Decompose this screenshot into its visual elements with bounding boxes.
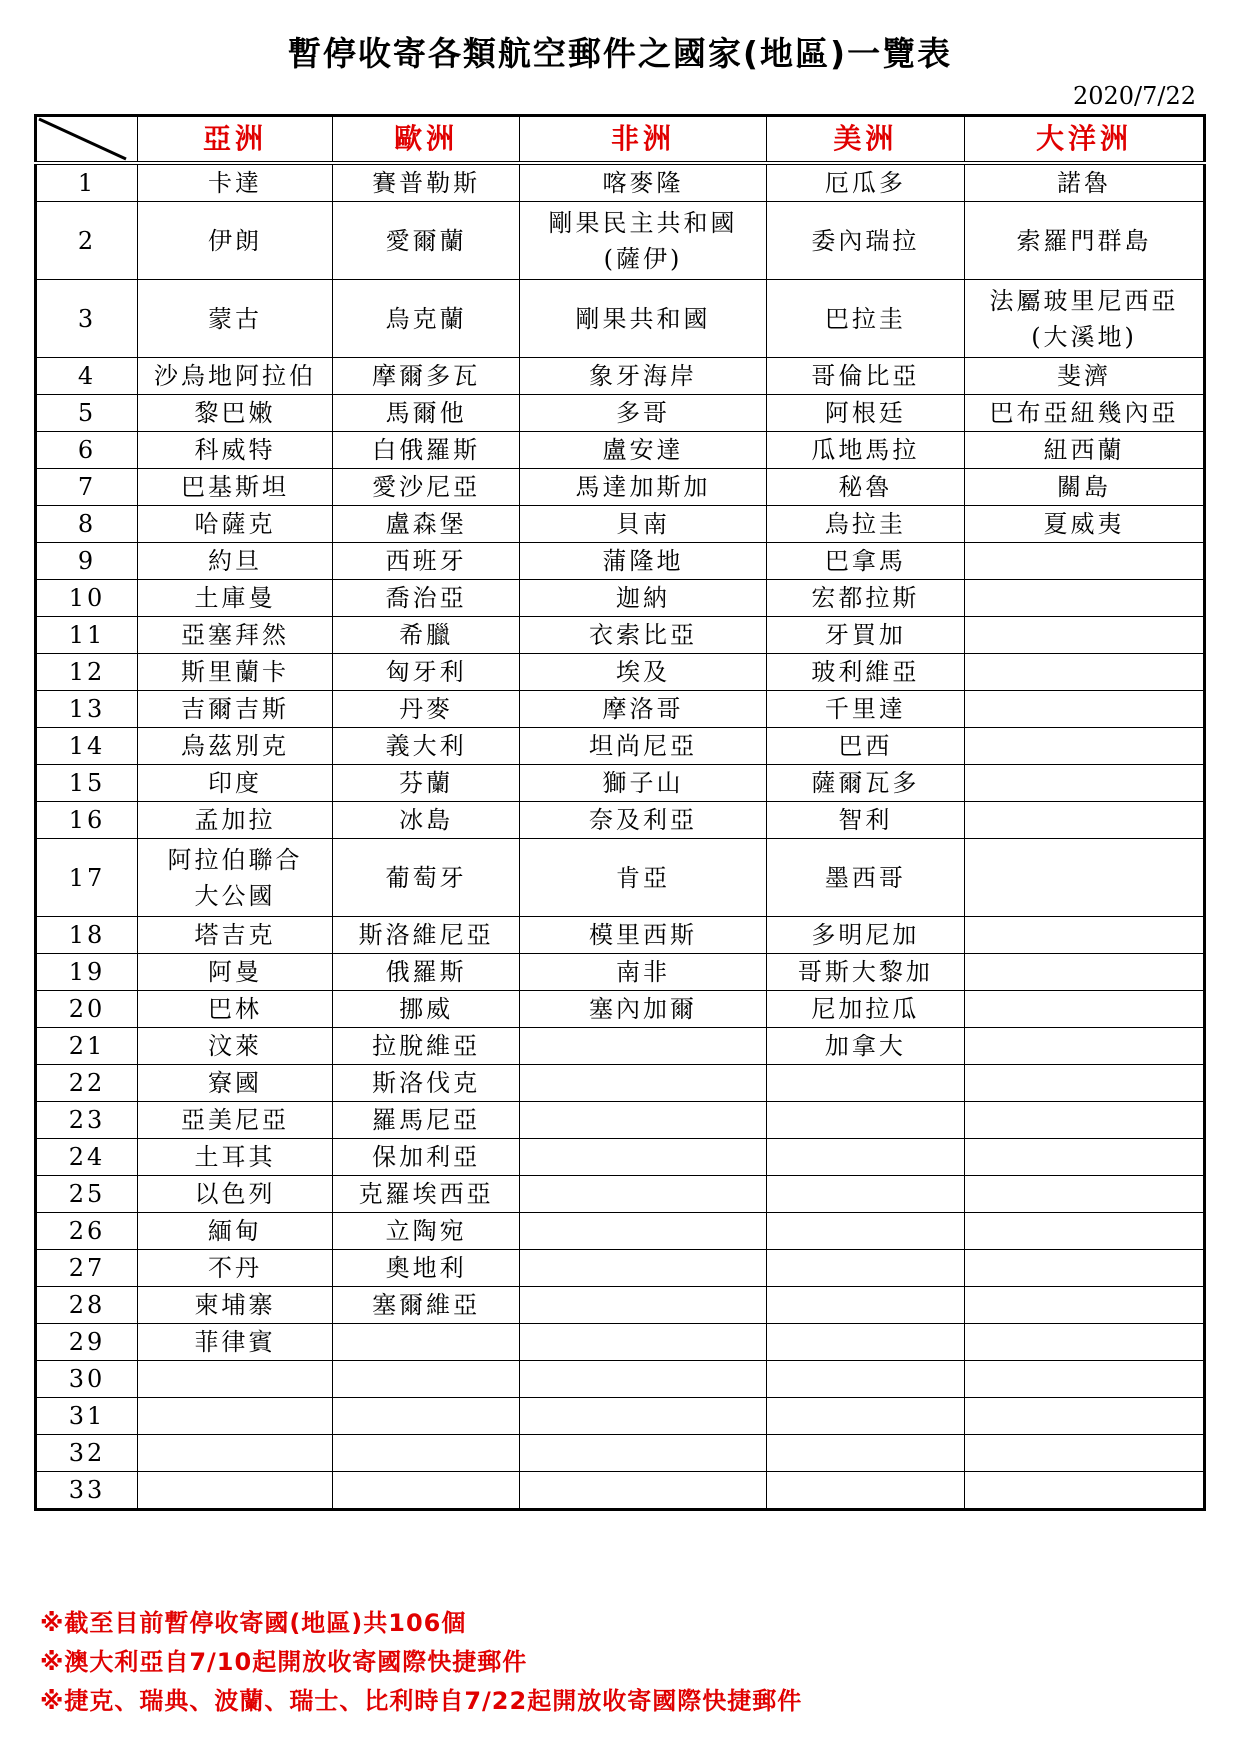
row-number: 29 [36, 1324, 138, 1361]
row-number: 17 [36, 839, 138, 917]
row-number: 8 [36, 506, 138, 543]
table-row [36, 580, 1205, 617]
cell-asia: 巴林 [137, 991, 332, 1028]
row-number: 2 [36, 202, 138, 280]
cell-oceania: 索羅門群島 [965, 202, 1205, 280]
cell-asia: 塔吉克 [137, 917, 332, 954]
table-row [36, 802, 1205, 839]
cell-europe: 斯洛伐克 [333, 1065, 520, 1102]
cell-oceania [965, 1472, 1205, 1510]
cell-oceania [965, 765, 1205, 802]
table-row [36, 163, 1205, 202]
cell-americas: 阿根廷 [766, 395, 964, 432]
cell-asia: 以色列 [137, 1176, 332, 1213]
cell-europe: 盧森堡 [333, 506, 520, 543]
cell-africa [520, 1398, 767, 1435]
header-americas: 美洲 [766, 116, 964, 164]
header-europe: 歐洲 [333, 116, 520, 164]
cell-americas: 厄瓜多 [766, 163, 964, 202]
cell-oceania [965, 1028, 1205, 1065]
row-number: 20 [36, 991, 138, 1028]
row-number: 14 [36, 728, 138, 765]
cell-europe: 馬爾他 [333, 395, 520, 432]
row-number: 25 [36, 1176, 138, 1213]
table-row [36, 1324, 1205, 1361]
cell-asia: 亞美尼亞 [137, 1102, 332, 1139]
table-row [36, 506, 1205, 543]
cell-oceania [965, 654, 1205, 691]
row-number: 11 [36, 617, 138, 654]
row-number: 32 [36, 1435, 138, 1472]
cell-africa: 衣索比亞 [520, 617, 767, 654]
table-row [36, 280, 1205, 358]
cell-oceania [965, 802, 1205, 839]
cell-oceania [965, 1102, 1205, 1139]
table-row [36, 543, 1205, 580]
cell-americas: 烏拉圭 [766, 506, 964, 543]
cell-americas [766, 1472, 964, 1510]
row-number: 9 [36, 543, 138, 580]
cell-oceania [965, 954, 1205, 991]
cell-oceania [965, 691, 1205, 728]
cell-americas: 巴拉圭 [766, 280, 964, 358]
cell-africa: 喀麥隆 [520, 163, 767, 202]
cell-europe: 奧地利 [333, 1250, 520, 1287]
cell-europe [333, 1361, 520, 1398]
cell-africa: 塞內加爾 [520, 991, 767, 1028]
cell-europe: 立陶宛 [333, 1213, 520, 1250]
cell-americas [766, 1435, 964, 1472]
cell-africa: 奈及利亞 [520, 802, 767, 839]
cell-asia: 巴基斯坦 [137, 469, 332, 506]
table-row [36, 1065, 1205, 1102]
cell-asia: 科威特 [137, 432, 332, 469]
cell-oceania [965, 1176, 1205, 1213]
cell-americas [766, 1102, 964, 1139]
row-number: 23 [36, 1102, 138, 1139]
cell-africa: 多哥 [520, 395, 767, 432]
cell-oceania: 法屬玻里尼西亞 (大溪地) [965, 280, 1205, 358]
cell-oceania: 關島 [965, 469, 1205, 506]
cell-asia: 黎巴嫩 [137, 395, 332, 432]
cell-asia: 烏茲別克 [137, 728, 332, 765]
cell-africa [520, 1361, 767, 1398]
cell-europe [333, 1472, 520, 1510]
table-row [36, 1287, 1205, 1324]
cell-asia: 沙烏地阿拉伯 [137, 358, 332, 395]
cell-americas [766, 1324, 964, 1361]
cell-americas: 加拿大 [766, 1028, 964, 1065]
row-number: 27 [36, 1250, 138, 1287]
cell-americas: 巴西 [766, 728, 964, 765]
cell-americas: 尼加拉瓜 [766, 991, 964, 1028]
cell-africa: 坦尚尼亞 [520, 728, 767, 765]
cell-asia: 亞塞拜然 [137, 617, 332, 654]
cell-europe: 葡萄牙 [333, 839, 520, 917]
cell-oceania [965, 1250, 1205, 1287]
row-number: 15 [36, 765, 138, 802]
cell-asia: 吉爾吉斯 [137, 691, 332, 728]
cell-europe: 喬治亞 [333, 580, 520, 617]
note-total: ※截至目前暫停收寄國(地區)共106個 [40, 1609, 467, 1637]
table-row [36, 1398, 1205, 1435]
cell-americas: 智利 [766, 802, 964, 839]
row-number: 3 [36, 280, 138, 358]
table-row [36, 654, 1205, 691]
table-row [36, 839, 1205, 917]
cell-asia [137, 1398, 332, 1435]
cell-africa [520, 1472, 767, 1510]
cell-oceania [965, 839, 1205, 917]
cell-asia: 土庫曼 [137, 580, 332, 617]
cell-oceania [965, 1398, 1205, 1435]
cell-europe: 塞爾維亞 [333, 1287, 520, 1324]
cell-europe: 拉脫維亞 [333, 1028, 520, 1065]
cell-oceania [965, 1213, 1205, 1250]
cell-asia: 阿拉伯聯合 大公國 [137, 839, 332, 917]
cell-europe: 羅馬尼亞 [333, 1102, 520, 1139]
row-number: 24 [36, 1139, 138, 1176]
cell-asia: 寮國 [137, 1065, 332, 1102]
cell-americas [766, 1065, 964, 1102]
row-number: 33 [36, 1472, 138, 1510]
cell-oceania [965, 728, 1205, 765]
cell-africa [520, 1287, 767, 1324]
cell-europe: 西班牙 [333, 543, 520, 580]
cell-americas: 薩爾瓦多 [766, 765, 964, 802]
table-row [36, 202, 1205, 280]
cell-americas: 千里達 [766, 691, 964, 728]
row-number: 6 [36, 432, 138, 469]
cell-europe: 冰島 [333, 802, 520, 839]
cell-oceania: 夏威夷 [965, 506, 1205, 543]
note-australia: ※澳大利亞自7/10起開放收寄國際快捷郵件 [40, 1648, 528, 1676]
cell-europe: 丹麥 [333, 691, 520, 728]
cell-americas: 宏都拉斯 [766, 580, 964, 617]
cell-oceania [965, 1361, 1205, 1398]
cell-americas: 瓜地馬拉 [766, 432, 964, 469]
table-row [36, 1176, 1205, 1213]
row-number: 5 [36, 395, 138, 432]
note-europe-express: ※捷克、瑞典、波蘭、瑞士、比利時自7/22起開放收寄國際快捷郵件 [40, 1687, 803, 1715]
cell-americas: 牙買加 [766, 617, 964, 654]
header-asia: 亞洲 [137, 116, 332, 164]
cell-europe: 保加利亞 [333, 1139, 520, 1176]
cell-europe: 烏克蘭 [333, 280, 520, 358]
cell-europe: 斯洛維尼亞 [333, 917, 520, 954]
header-row [36, 116, 1205, 164]
cell-americas: 哥倫比亞 [766, 358, 964, 395]
cell-europe [333, 1324, 520, 1361]
cell-oceania [965, 580, 1205, 617]
table-row [36, 432, 1205, 469]
row-number: 10 [36, 580, 138, 617]
table-row [36, 954, 1205, 991]
cell-europe: 愛爾蘭 [333, 202, 520, 280]
table-row [36, 728, 1205, 765]
cell-asia: 約旦 [137, 543, 332, 580]
cell-africa [520, 1213, 767, 1250]
cell-europe: 芬蘭 [333, 765, 520, 802]
header-oceania: 大洋洲 [965, 116, 1205, 164]
cell-oceania [965, 1324, 1205, 1361]
table-row [36, 1472, 1205, 1510]
cell-africa: 剛果民主共和國 (薩伊) [520, 202, 767, 280]
cell-africa: 摩洛哥 [520, 691, 767, 728]
cell-asia: 汶萊 [137, 1028, 332, 1065]
cell-americas [766, 1139, 964, 1176]
cell-europe: 挪威 [333, 991, 520, 1028]
cell-asia: 卡達 [137, 163, 332, 202]
suspended-mail-table [34, 114, 1206, 1511]
table-row [36, 991, 1205, 1028]
cell-africa: 盧安達 [520, 432, 767, 469]
cell-americas: 玻利維亞 [766, 654, 964, 691]
row-number: 16 [36, 802, 138, 839]
cell-americas [766, 1176, 964, 1213]
table-row [36, 617, 1205, 654]
cell-africa: 蒲隆地 [520, 543, 767, 580]
cell-europe: 俄羅斯 [333, 954, 520, 991]
cell-asia: 菲律賓 [137, 1324, 332, 1361]
row-number: 21 [36, 1028, 138, 1065]
cell-americas [766, 1250, 964, 1287]
cell-asia: 孟加拉 [137, 802, 332, 839]
cell-oceania [965, 543, 1205, 580]
row-number: 30 [36, 1361, 138, 1398]
table-row [36, 1028, 1205, 1065]
cell-europe: 摩爾多瓦 [333, 358, 520, 395]
row-number: 26 [36, 1213, 138, 1250]
cell-africa [520, 1250, 767, 1287]
cell-oceania: 紐西蘭 [965, 432, 1205, 469]
table-row [36, 358, 1205, 395]
cell-africa: 埃及 [520, 654, 767, 691]
cell-asia: 印度 [137, 765, 332, 802]
table-row [36, 691, 1205, 728]
cell-oceania: 諾魯 [965, 163, 1205, 202]
cell-africa: 剛果共和國 [520, 280, 767, 358]
cell-americas: 哥斯大黎加 [766, 954, 964, 991]
table-row [36, 469, 1205, 506]
cell-europe: 匈牙利 [333, 654, 520, 691]
cell-europe: 賽普勒斯 [333, 163, 520, 202]
row-number: 7 [36, 469, 138, 506]
cell-europe [333, 1398, 520, 1435]
cell-americas [766, 1361, 964, 1398]
table-row [36, 765, 1205, 802]
cell-oceania [965, 1065, 1205, 1102]
cell-africa: 馬達加斯加 [520, 469, 767, 506]
cell-oceania [965, 1435, 1205, 1472]
row-number: 28 [36, 1287, 138, 1324]
cell-europe: 義大利 [333, 728, 520, 765]
cell-asia: 緬甸 [137, 1213, 332, 1250]
cell-africa: 南非 [520, 954, 767, 991]
cell-africa: 貝南 [520, 506, 767, 543]
cell-europe [333, 1435, 520, 1472]
cell-oceania [965, 1139, 1205, 1176]
table-row [36, 917, 1205, 954]
cell-africa: 象牙海岸 [520, 358, 767, 395]
cell-oceania: 巴布亞紐幾內亞 [965, 395, 1205, 432]
cell-africa: 模里西斯 [520, 917, 767, 954]
cell-asia: 不丹 [137, 1250, 332, 1287]
table-row [36, 1213, 1205, 1250]
cell-africa [520, 1139, 767, 1176]
cell-europe: 克羅埃西亞 [333, 1176, 520, 1213]
cell-europe: 愛沙尼亞 [333, 469, 520, 506]
cell-americas [766, 1213, 964, 1250]
cell-africa [520, 1435, 767, 1472]
cell-asia: 柬埔寨 [137, 1287, 332, 1324]
notes [40, 1604, 802, 1721]
cell-asia [137, 1361, 332, 1398]
cell-asia: 阿曼 [137, 954, 332, 991]
cell-americas: 委內瑞拉 [766, 202, 964, 280]
cell-africa [520, 1324, 767, 1361]
header-africa: 非洲 [520, 116, 767, 164]
cell-americas: 秘魯 [766, 469, 964, 506]
table-row [36, 1250, 1205, 1287]
document-date: 2020/7/22 [1072, 82, 1196, 110]
row-number: 18 [36, 917, 138, 954]
cell-oceania [965, 991, 1205, 1028]
cell-oceania [965, 917, 1205, 954]
cell-africa [520, 1065, 767, 1102]
cell-africa: 迦納 [520, 580, 767, 617]
cell-asia: 伊朗 [137, 202, 332, 280]
row-number: 22 [36, 1065, 138, 1102]
cell-asia: 哈薩克 [137, 506, 332, 543]
cell-asia: 斯里蘭卡 [137, 654, 332, 691]
cell-oceania [965, 617, 1205, 654]
row-number: 1 [36, 163, 138, 202]
row-number: 12 [36, 654, 138, 691]
row-number: 19 [36, 954, 138, 991]
cell-africa [520, 1028, 767, 1065]
cell-oceania: 斐濟 [965, 358, 1205, 395]
table-row [36, 1139, 1205, 1176]
cell-europe: 希臘 [333, 617, 520, 654]
row-number: 31 [36, 1398, 138, 1435]
cell-americas: 多明尼加 [766, 917, 964, 954]
cell-asia: 蒙古 [137, 280, 332, 358]
cell-africa: 肯亞 [520, 839, 767, 917]
table-row [36, 395, 1205, 432]
cell-americas: 巴拿馬 [766, 543, 964, 580]
cell-europe: 白俄羅斯 [333, 432, 520, 469]
cell-africa: 獅子山 [520, 765, 767, 802]
row-number: 13 [36, 691, 138, 728]
table-row [36, 1361, 1205, 1398]
diagonal-line-icon [37, 117, 128, 161]
cell-americas [766, 1287, 964, 1324]
cell-asia [137, 1435, 332, 1472]
cell-africa [520, 1176, 767, 1213]
cell-americas: 墨西哥 [766, 839, 964, 917]
cell-asia [137, 1472, 332, 1510]
table-row [36, 1102, 1205, 1139]
cell-africa [520, 1102, 767, 1139]
row-number: 4 [36, 358, 138, 395]
cell-asia: 土耳其 [137, 1139, 332, 1176]
table-row [36, 1435, 1205, 1472]
page-title: 暫停收寄各類航空郵件之國家(地區)一覽表 [287, 34, 953, 73]
cell-oceania [965, 1287, 1205, 1324]
cell-americas [766, 1398, 964, 1435]
corner-cell [36, 116, 138, 164]
